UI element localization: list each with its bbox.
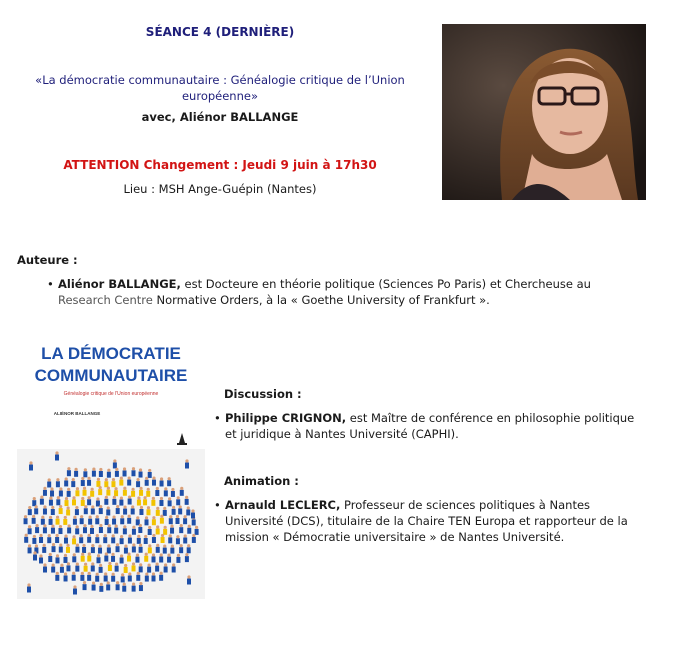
seance-title: SÉANCE 4 (DERNIÈRE) [145, 25, 295, 39]
discussion-heading: Discussion : [224, 387, 302, 401]
speaker-portrait [442, 24, 646, 200]
animation-bio [214, 497, 649, 545]
author-text-1: est Docteure en théorie politique (Sciences Po Paris) et Chercheuse au [180, 277, 591, 291]
book-title-line2: COMMUNAUTAIRE [34, 366, 188, 385]
author-bio [47, 276, 647, 308]
book-subtitle: Généalogie critique de l'Union européenne [63, 391, 159, 397]
discussion-bio [214, 410, 649, 442]
discussant-name: Philippe CRIGNON, [225, 411, 347, 425]
author-text-2: Normative Orders, à la « Goethe University of Frankfurt ». [152, 293, 490, 307]
moderator-name: Arnauld LECLERC, [225, 498, 341, 512]
auteure-heading: Auteure : [17, 253, 78, 267]
author-name: Aliénor BALLANGE, [58, 277, 181, 291]
research-centre-link[interactable]: Research Centre [58, 293, 153, 307]
animation-heading: Animation : [224, 474, 299, 488]
attention-notice: ATTENTION Changement : Jeudi 9 juin à 17h30 [63, 158, 377, 172]
book-cover [17, 339, 205, 599]
book-title-line1: LA DÉMOCRATIE [41, 344, 181, 363]
location-text: Lieu : MSH Ange-Guépin (Nantes) [123, 182, 317, 196]
bullet-dot-icon: • [214, 498, 221, 512]
speaker-line: avec, Aliénor BALLANGE [141, 110, 299, 124]
moderator-text: Professeur de sciences politiques à Nantes Université (DCS), titulaire de la Chaire TEN Europa et rapporteur de la mission « Démocratie universitaire » de Nantes Université. [225, 498, 628, 544]
bullet-dot-icon: • [47, 277, 54, 291]
book-author: ALIÉNOR BALLANGE [53, 411, 101, 416]
bullet-dot-icon: • [214, 411, 221, 425]
talk-title: «La démocratie communautaire : Généalogie critique de l’Union européenne» [35, 73, 405, 103]
discussant-text: est Maître de conférence en philosophie politique et juridique à Nantes Université (CAPHI). [225, 411, 635, 441]
